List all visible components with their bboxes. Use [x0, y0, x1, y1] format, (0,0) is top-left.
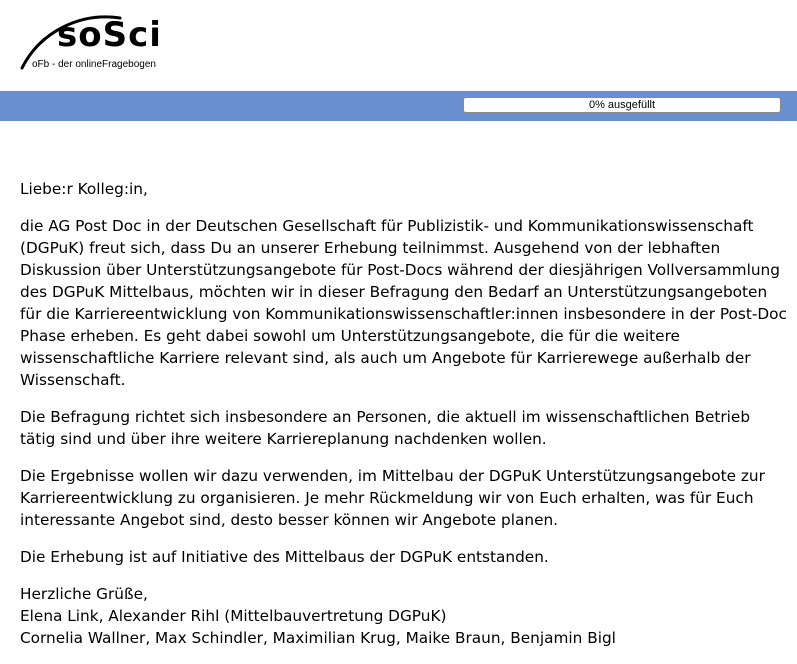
logo-wordmark: soSci — [57, 15, 162, 55]
letter-signature — [20, 583, 790, 649]
logo-subtitle: oFb - der onlineFragebogen — [32, 59, 156, 70]
page-header — [0, 0, 797, 91]
progress-indicator — [463, 97, 781, 113]
letter-paragraph: Die Ergebnisse wollen wir dazu verwenden, im Mittelbau der DGPuK Unterstützungsangebote zur Karriereentwicklung zu organisieren. Je mehr Rückmeldung wir von Euch erhalten, was für Euch interessante Angebot sind, desto besser können wir Angebote planen. — [20, 467, 765, 529]
progress-bar-strip — [0, 91, 797, 121]
letter-signers-line-1: Elena Link, Alexander Rihl (Mittelbauvertretung DGPuK) — [20, 607, 447, 625]
letter-paragraph: die AG Post Doc in der Deutschen Gesellschaft für Publizistik- und Kommunikationswissenschaft (DGPuK) freut sich, dass Du an unserer Erhebung teilnimmst. Ausgehend von der lebhaften Diskussion über Unterstützungsangebote für Post-Docs während der diesjährigen Vollversammlung des DGPuK Mittelbaus, möchten wir in dieser Befragung den Bedarf an Unterstützungsangeboten für die Karriereentwicklung von Kommunikationswissenschaftler:innen insbesondere in der Post-Doc Phase erheben. Es geht dabei sowohl um Unterstützungsangebote, die für die weitere wissenschaftliche Karriere relevant sind, als auch um Angebote für Karrierewege außerhalb der Wissenschaft. — [20, 217, 787, 389]
letter-content — [20, 178, 790, 664]
letter-greeting: Liebe:r Kolleg:in, — [20, 180, 148, 198]
letter-closing: Herzliche Grüße, — [20, 585, 148, 603]
progress-label: 0% ausgefüllt — [588, 99, 656, 111]
letter-signers-line-2: Cornelia Wallner, Max Schindler, Maximilian Krug, Maike Braun, Benjamin Bigl — [20, 629, 616, 647]
letter-paragraph: Die Erhebung ist auf Initiative des Mittelbaus der DGPuK entstanden. — [20, 548, 549, 566]
letter-paragraph: Die Befragung richtet sich insbesondere an Personen, die aktuell im wissenschaftlichen Betrieb tätig sind und über ihre weitere Karriereplanung nachdenken wollen. — [20, 408, 751, 448]
sosci-logo — [20, 12, 180, 74]
